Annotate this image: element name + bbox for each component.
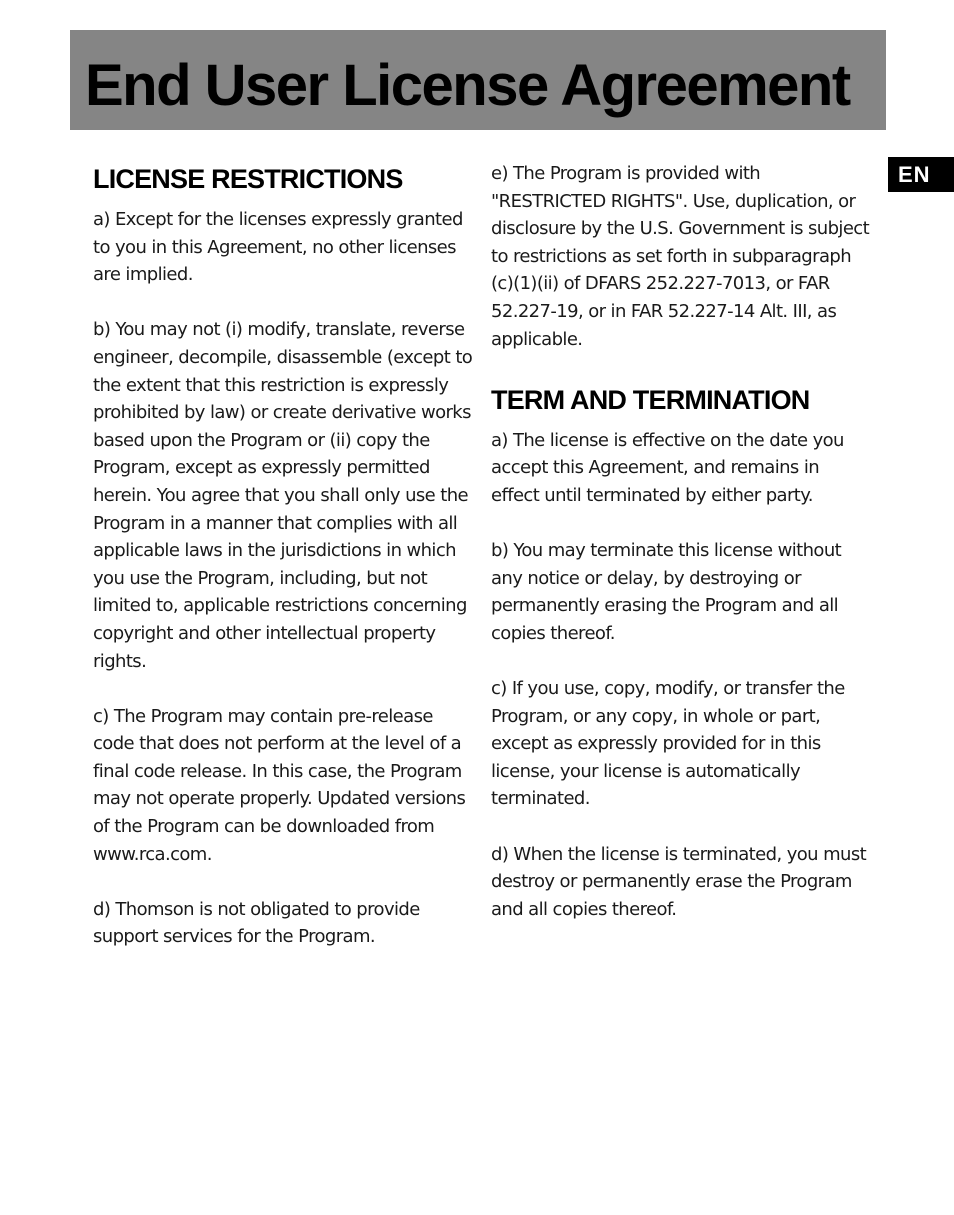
language-tab: EN (888, 157, 954, 192)
term-and-termination-heading: TERM AND TERMINATION (491, 384, 810, 415)
left-column (93, 160, 473, 979)
restriction-e: e) The Program is provided with "RESTRICTED RIGHTS". Use, duplication, or disclosure by the U.S. Government is subject to restrictions as set forth in subparagraph (c)(1)(ii) of DFARS 252.227-7013, or FAR 52.227-19, or in FAR 52.227-14 Alt. III, as applicable. (491, 163, 870, 350)
restriction-b: b) You may not (i) modify, translate, reverse engineer, decompile, disassemble (except to the extent that this restriction is expressly prohibited by law) or create derivative works based upon the Program or (ii) copy the Program, except as expressly permitted herein. You agree that you shall only use the Program in a manner that complies with all applicable laws in the jurisdictions in which you use the Program, including, but not limited to, applicable restrictions concerning copyright and other intellectual property rights. (93, 319, 473, 672)
term-c: c) If you use, copy, modify, or transfer the Program, or any copy, in whole or part, except as expressly provided for in this license, your license is automatically terminated. (491, 678, 845, 810)
page-title: End User License Agreement (85, 53, 850, 118)
restriction-a: a) Except for the licenses expressly granted to you in this Agreement, no other licenses are implied. (93, 209, 463, 286)
term-a: a) The license is effective on the date you accept this Agreement, and remains in effect until terminated by either party. (491, 429, 844, 506)
restriction-d: d) Thomson is not obligated to provide support services for the Program. (93, 898, 420, 948)
term-b: b) You may terminate this license without any notice or delay, by destroying or permanently erasing the Program and all copies thereof. (491, 540, 842, 644)
term-d: d) When the license is terminated, you must destroy or permanently erase the Program and all copies thereof. (491, 843, 867, 920)
right-column (491, 160, 871, 951)
restriction-c: c) The Program may contain pre-release code that does not perform at the level of a final code release. In this case, the Program may not operate properly. Updated versions of the Program can be downloaded from www.rca.com. (93, 705, 466, 865)
license-restrictions-heading: LICENSE RESTRICTIONS (93, 164, 403, 194)
title-banner (70, 30, 886, 130)
